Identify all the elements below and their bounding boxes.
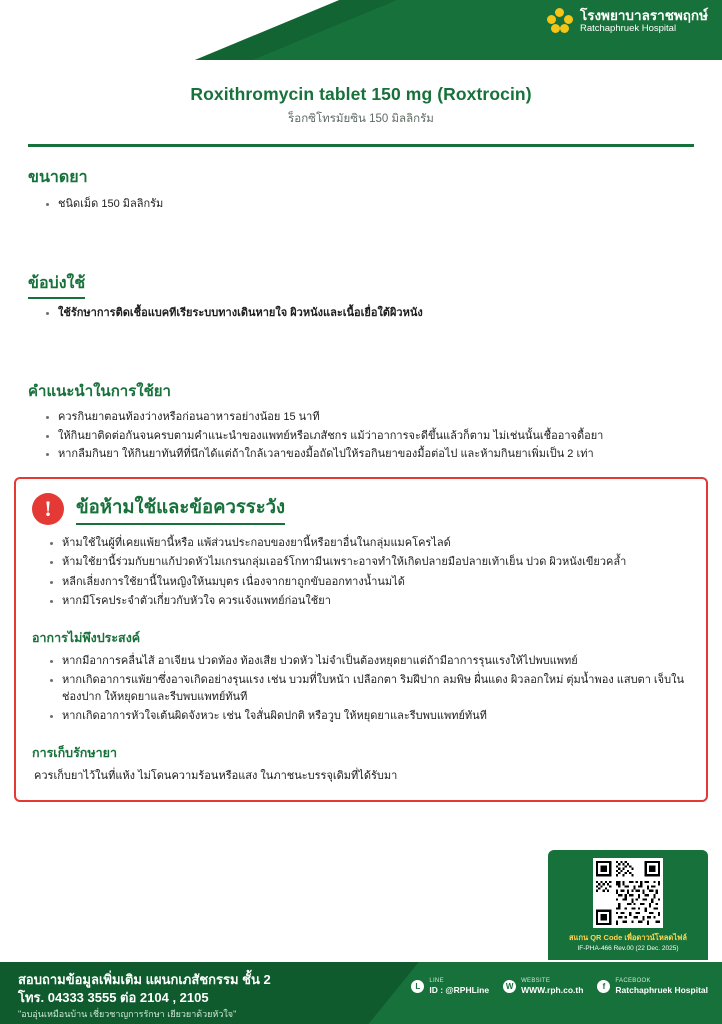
page-header <box>0 0 722 60</box>
dosage-list <box>28 196 694 213</box>
list-item: หากเกิดอาการหัวใจเต้นผิดจังหวะ เช่น ใจสั่นผิดปกติ หรือวูบ ให้หยุดยาและรีบพบแพทย์ทันที <box>50 708 690 725</box>
list-item: ใช้รักษาการติดเชื้อแบคทีเรียระบบทางเดินหายใจ ผิวหนังและเนื้อเยื่อใต้ผิวหนัง <box>46 305 694 322</box>
list-item: หากลืมกินยา ให้กินยาทันทีที่นึกได้แต่ถ้าใกล้เวลาของมื้อถัดไปให้รอกินยาของมื้อต่อไป และห้ามกินยาเพิ่มเป็น 2 เท่า <box>46 446 694 463</box>
page-title <box>0 60 722 128</box>
indication-heading: ข้อบ่งใช้ <box>28 271 85 299</box>
dosage-heading: ขนาดยา <box>28 169 88 186</box>
list-item: ให้กินยาติดต่อกันจนครบตามคำแนะนำของแพทย์หรือเภสัชกร แม้ว่าอาการจะดีขึ้นแล้วก็ตาม ไม่เช่นนั้นเชื้ออาจดื้อยา <box>46 428 694 445</box>
footer-social-links <box>411 978 708 995</box>
side-effects-heading: อาการไม่พึงประสงค์ <box>32 630 141 645</box>
social-line-label: LINE <box>429 978 444 984</box>
footer-slogan: "อบอุ่นเหมือนบ้าน เชี่ยวชาญการรักษา เยียวยาด้วยหัวใจ" <box>18 1009 237 1020</box>
footer-line-1: สอบถามข้อมูลเพิ่มเติม แผนกเภสัชกรรม ชั้น 2 <box>18 972 271 987</box>
warning-list <box>32 535 690 610</box>
list-item: หากมีอาการคลื่นไส้ อาเจียน ปวดท้อง ท้องเสีย ปวดหัว ไม่จำเป็นต้องหยุดยาแต่ถ้ามีอาการรุนแรงให้ไปพบแพทย์ <box>50 653 690 670</box>
storage-text: ควรเก็บยาไว้ในที่แห้ง ไม่โดนความร้อนหรือแสง ในภาชนะบรรจุเดิมที่ได้รับมา <box>34 769 398 782</box>
social-line[interactable] <box>411 978 489 995</box>
social-facebook-value: Ratchaphruek Hospital <box>615 985 708 996</box>
page-footer <box>0 962 722 1024</box>
list-item: หากเกิดอาการแพ้ยาซึ่งอาจเกิดอย่างรุนแรง เช่น บวมที่ใบหน้า เปลือกตา ริมฝีปาก ลมพิษ ผื่นแดง ผิวลอกใหม่ ตุ่มน้ำพอง แสบตา เจ็บในช่องปาก ให้หยุดยาและรีบพบแพทย์ทันที <box>50 672 690 705</box>
list-item: หากมีโรคประจำตัวเกี่ยวกับหัวใจ ควรแจ้งแพทย์ก่อนใช้ยา <box>50 593 690 610</box>
social-line-value: ID : @RPHLine <box>429 985 490 996</box>
warning-title: ข้อห้ามใช้และข้อควรระวัง <box>76 493 285 525</box>
warning-header <box>32 493 690 525</box>
qr-caption: สแกน QR Code เพื่อดาวน์โหลดไฟล์ <box>569 933 687 942</box>
how-to-use-heading: คำแนะนำในการใช้ยา <box>28 383 171 400</box>
qr-card <box>548 850 708 960</box>
list-item: ควรกินยาตอนท้องว่างหรือก่อนอาหารอย่างน้อย 15 นาที <box>46 409 694 426</box>
qr-code-icon[interactable] <box>593 858 663 928</box>
drug-title-th: ร็อกซิโทรมัยซิน 150 มิลลิกรัม <box>288 113 434 125</box>
exclamation-icon: ! <box>32 493 64 525</box>
list-item: ห้ามใช้ในผู้ที่เคยแพ้ยานี้หรือ แพ้ส่วนประกอบของยานี้หรือยาอื่นในกลุ่มแมคโครไลด์ <box>50 535 690 552</box>
hospital-name-en: Ratchaphruek Hospital <box>579 22 677 34</box>
side-effects-list <box>32 653 690 725</box>
list-item: หลีกเลี่ยงการใช้ยานี้ในหญิงให้นมบุตร เนื่องจากยาถูกขับออกทางน้ำนมได้ <box>50 574 690 591</box>
facebook-icon: f <box>597 980 610 993</box>
list-item: ห้ามใช้ยานี้ร่วมกับยาแก้ปวดหัวไมเกรนกลุ่มเออร์โกทามีนเพราะอาจทำให้เกิดปลายมือปลายเท้าเย็น ปวด ผิวหนังเขียวคล้ำ <box>50 554 690 571</box>
list-item: ชนิดเม็ด 150 มิลลิกรัม <box>46 196 694 213</box>
how-to-use-list <box>28 409 694 463</box>
flower-logo-icon <box>547 8 573 34</box>
social-website-value: WWW.rph.co.th <box>521 985 584 996</box>
social-facebook-label: FACEBOOK <box>615 978 651 984</box>
line-icon: L <box>411 980 424 993</box>
footer-contact-info <box>18 971 271 1020</box>
document-body <box>0 165 722 463</box>
drug-title-en: Roxithromycin tablet 150 mg (Roxtrocin) <box>190 84 532 104</box>
social-website-label: WEBSITE <box>521 978 551 984</box>
qr-revision: IF-PHA-466 Rev.00 (22 Dec. 2025) <box>577 945 679 952</box>
social-website[interactable] <box>503 978 583 995</box>
social-facebook[interactable] <box>597 978 708 995</box>
globe-icon: W <box>503 980 516 993</box>
warning-box <box>14 477 708 803</box>
title-divider <box>28 144 694 147</box>
hospital-name-th: โรงพยาบาลราชพฤกษ์ <box>579 8 708 23</box>
indication-list <box>28 305 694 322</box>
hospital-logo <box>547 8 708 34</box>
footer-line-2: โทร. 04333 3555 ต่อ 2104 , 2105 <box>18 989 209 1005</box>
storage-heading: การเก็บรักษายา <box>32 745 117 760</box>
